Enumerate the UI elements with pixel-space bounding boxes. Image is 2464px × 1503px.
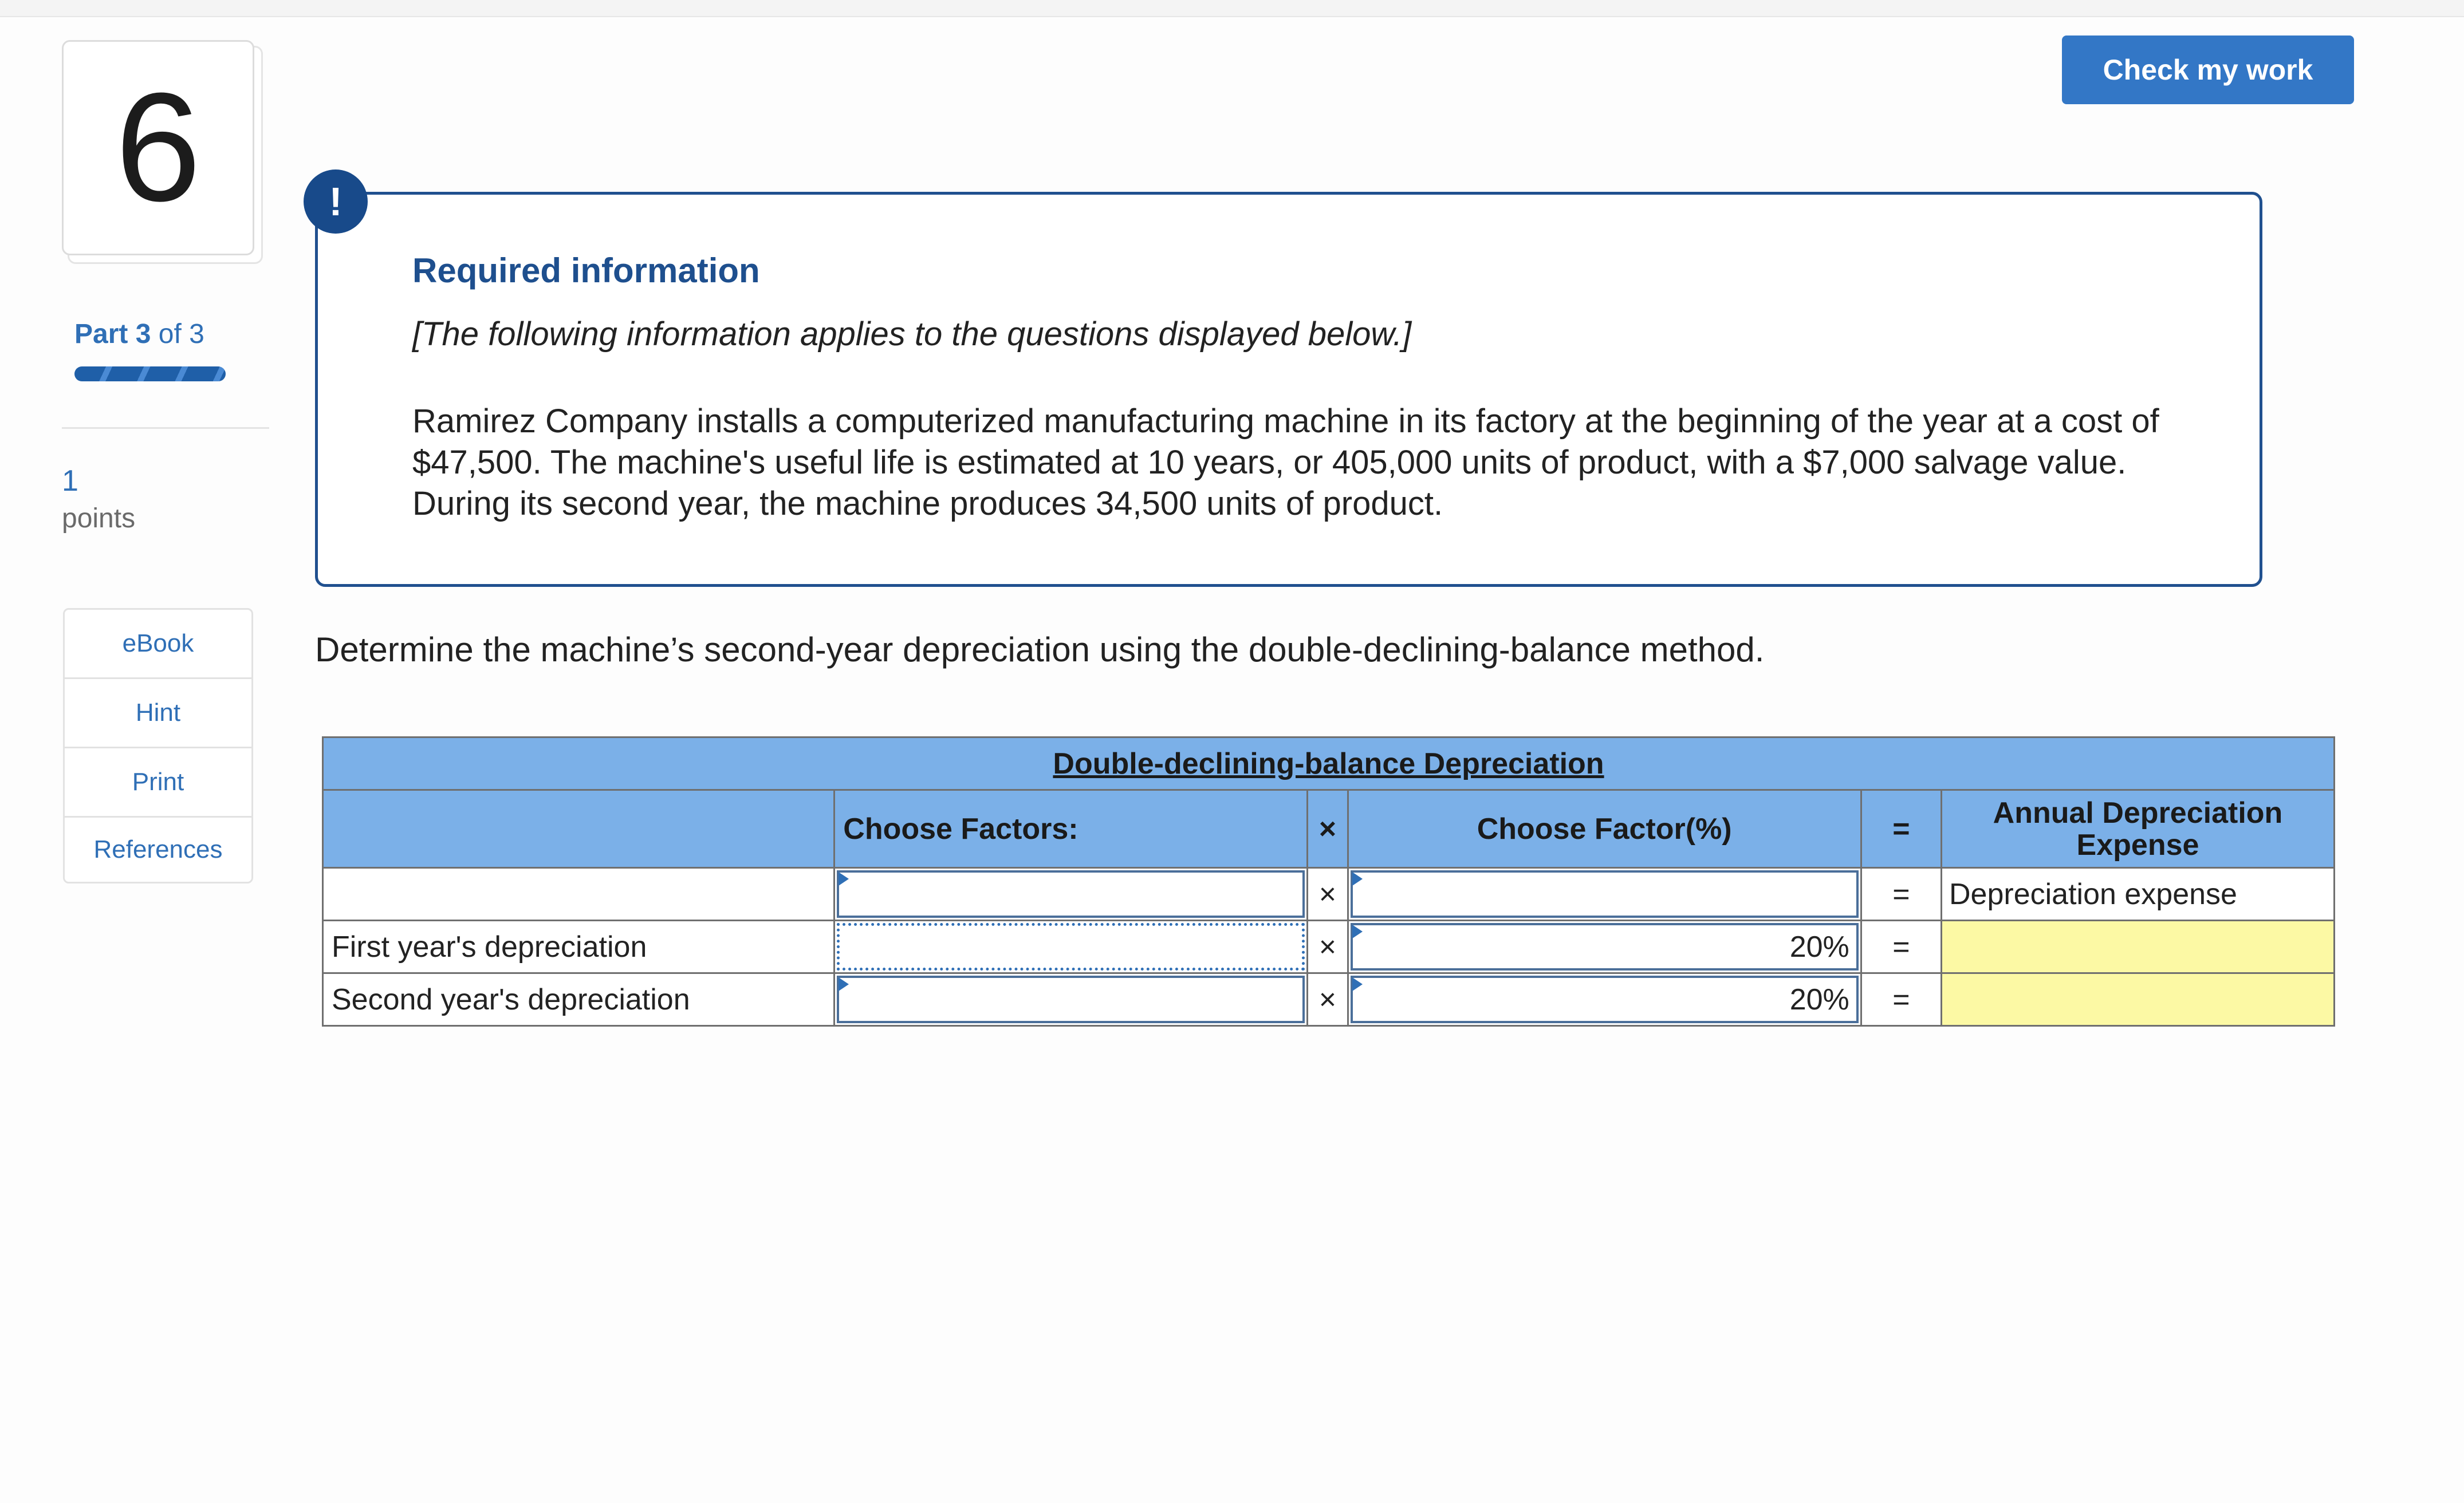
alert-icon: ! [304, 169, 368, 234]
row-label [323, 868, 835, 921]
references-link[interactable]: References [93, 835, 223, 863]
factor-cell [835, 973, 1308, 1026]
header-choose-factors: Choose Factors: [835, 790, 1308, 868]
dropdown-marker-icon [1352, 977, 1363, 991]
part-of-label: of 3 [158, 319, 204, 349]
table-title-cell [323, 737, 2335, 790]
row-label: Second year's depreciation [323, 973, 835, 1026]
top-bar [0, 0, 2464, 17]
table-row [323, 921, 2335, 973]
header-annual-depreciation: Annual Depreciation Expense [1941, 790, 2334, 868]
factor-cell [835, 868, 1308, 921]
header-choose-factor-pct: Choose Factor(%) [1348, 790, 1861, 868]
factor-select[interactable] [837, 976, 1305, 1023]
points-label: points [62, 503, 136, 534]
factor-pct-cell [1348, 973, 1861, 1026]
dropdown-marker-icon [1352, 925, 1363, 938]
equals-sign: = [1861, 973, 1941, 1026]
header-equals: = [1861, 790, 1941, 868]
dropdown-marker-icon [839, 872, 849, 886]
factor-pct-select[interactable]: 20% [1351, 923, 1859, 971]
points-value: 1 [62, 464, 78, 498]
depreciation-table [322, 736, 2335, 1027]
required-information-body: Ramirez Company installs a computerized manufacturing machine in its factory at the beginning of the year at a cost of $47,500. The machine's useful life is estimated at 10 years, or 405,000 units of product, with a $7,000 salvage value. During its second year, the machine produces 34,500 units of product. [412, 403, 2159, 522]
factor-pct-select[interactable] [1351, 870, 1859, 918]
print-link[interactable]: Print [65, 748, 251, 818]
row-label: First year's depreciation [323, 921, 835, 973]
factor-select[interactable] [837, 923, 1305, 971]
hint-link[interactable]: Hint [65, 679, 251, 748]
part-label: Part 3 [74, 319, 151, 349]
equals-sign: = [1861, 921, 1941, 973]
required-information-title: Required information [412, 251, 760, 290]
result-input[interactable] [1941, 973, 2334, 1026]
factor-pct-cell [1348, 921, 1861, 973]
table-row [323, 973, 2335, 1026]
question-number: 6 [62, 40, 254, 255]
question-number-card [62, 40, 262, 266]
times-sign: × [1308, 868, 1348, 921]
dropdown-marker-icon [839, 977, 849, 991]
table-row [323, 868, 2335, 921]
tools-panel [63, 608, 253, 883]
times-sign: × [1308, 921, 1348, 973]
ebook-link[interactable]: eBook [65, 610, 251, 679]
check-my-work-button[interactable]: Check my work [2062, 35, 2354, 104]
result-input[interactable] [1941, 921, 2334, 973]
factor-pct-select[interactable]: 20% [1351, 976, 1859, 1023]
header-times: × [1308, 790, 1348, 868]
equals-sign: = [1861, 868, 1941, 921]
factor-cell [835, 921, 1308, 973]
part-progress-bar [74, 366, 226, 381]
factor-pct-cell [1348, 868, 1861, 921]
dropdown-marker-icon [1352, 872, 1363, 886]
part-indicator [74, 318, 204, 350]
factor-select[interactable] [837, 870, 1305, 918]
header-blank [323, 790, 835, 868]
question-prompt: Determine the machine’s second-year depreciation using the double-declining-balance method. [315, 630, 1765, 669]
divider [62, 427, 269, 429]
result-label: Depreciation expense [1941, 868, 2334, 921]
table-title: Double-declining-balance Depreciation [1053, 747, 1604, 780]
required-information-subtitle: [The following information applies to the questions displayed below.] [412, 315, 1412, 353]
times-sign: × [1308, 973, 1348, 1026]
